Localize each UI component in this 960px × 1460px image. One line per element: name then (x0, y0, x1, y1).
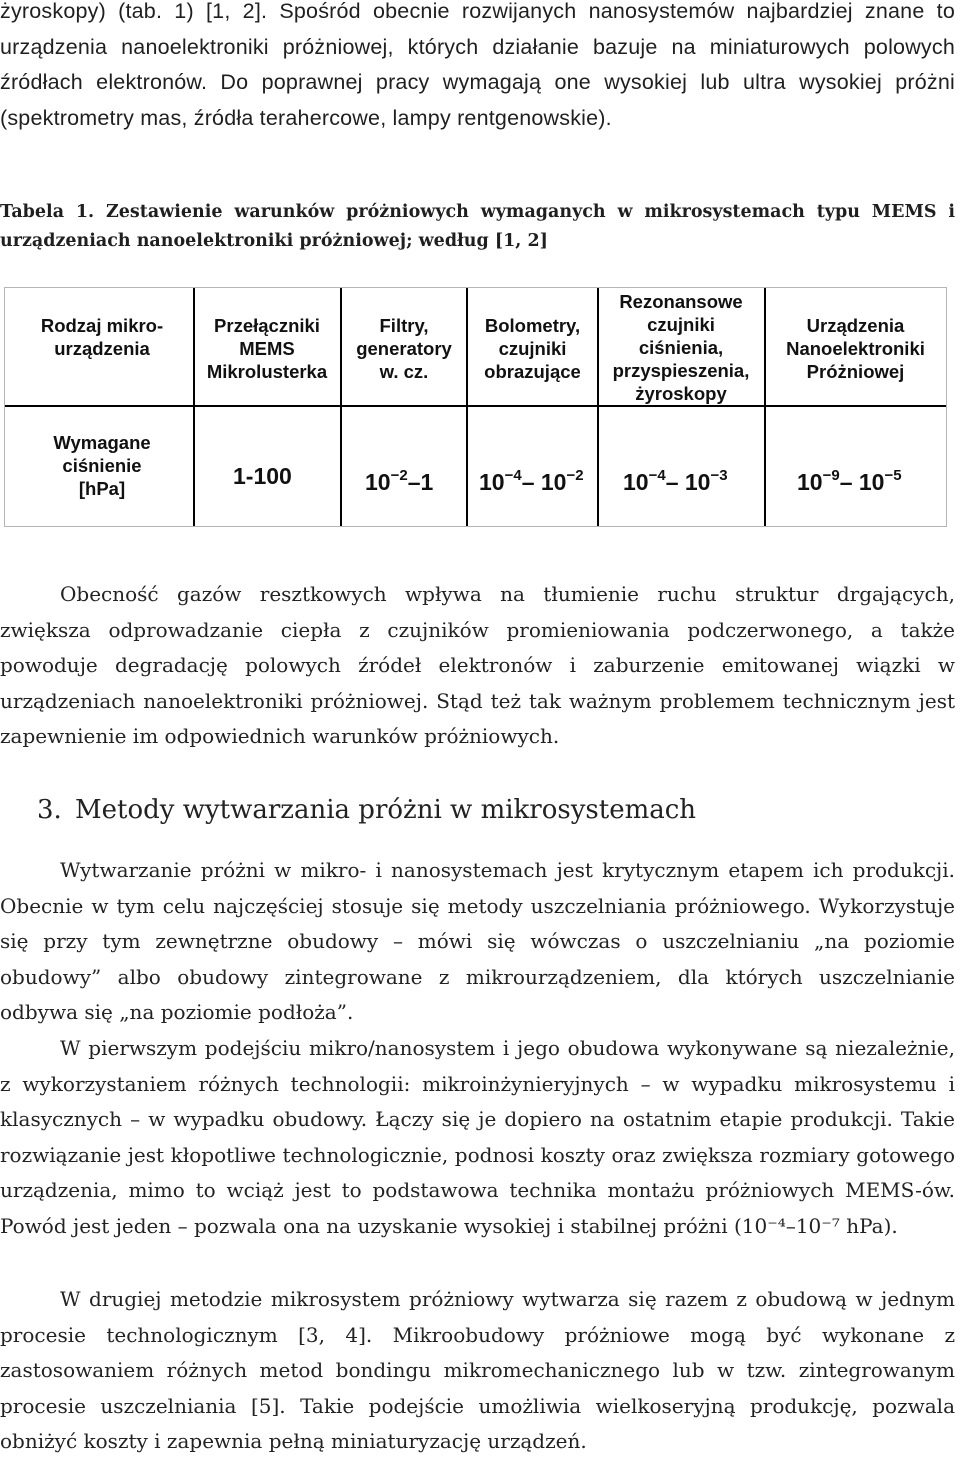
section-heading (37, 790, 696, 830)
header-line: Rezonansowe (619, 291, 743, 312)
header-line: ciśnienie (62, 455, 142, 476)
pressure-value-resonant-sensors (623, 456, 728, 502)
header-line: Przełączniki (214, 315, 320, 336)
value-separator: – (521, 469, 541, 495)
header-line: Bolometry, (484, 315, 581, 336)
header-line: Rodzaj mikro- (40, 315, 164, 336)
header-line: Filtry, (379, 315, 429, 336)
intro-paragraph: żyroskopy) (tab. 1) [1, 2]. Spośród obecnie rozwijanych nanosystemów najbardziej znane to urządzenia nanoelektroniki próżniowej, których działanie bazuje na miniaturowych polowych źródłach elektronów. Do poprawnej pracy wymagają one wysokiej lub ultra wysokiej próżni (spektrometry mas, źródła terahercowe, lampy rentgenowskie). (0, 0, 955, 130)
header-line: żyroskopy (635, 383, 727, 404)
paragraph-first-approach: W pierwszym podejściu mikro/nanosystem i jego obudowa wykonywane są niezależnie, z wykorzystaniem różnych technologii: mikroinżynieryjnych – w wypadku mikrosystemu i klasycznych – w wypadku obudowy. Łączy się je dopiero na ostatnim etapie produkcji. Takie rozwiązanie jest kłopotliwe technologicznie, podnosi koszty oraz zwiększa rozmiary gotowego urządzenia, mimo to wciąż jest to podstawowa technika montażu próżniowych MEMS-ów. Powód jest jeden – pozwala ona na uzyskanie wysokiej i stabilnej próżni (10⁻⁴–10⁻⁷ hPa). (0, 1036, 955, 1238)
row-header-type (17, 314, 187, 360)
header-line: Próżniowej (806, 361, 905, 382)
value-base: 10 (797, 469, 823, 495)
grid-divider (340, 288, 342, 526)
value-base: 10 (684, 469, 711, 495)
column-header-bolometers (470, 314, 595, 383)
header-line: [hPa] (78, 478, 126, 499)
header-line: czujniki (647, 314, 715, 335)
paragraph-second-approach: W drugiej metodzie mikrosystem próżniowy wytwarza się razem z obudową w jednym procesie technologicznym [3, 4]. Mikroobudowy próżniowe mogą być wykonane z zastosowaniem różnych metod bondingu mikromechanicznego lub w tzw. zintegrowanym procesie uszczelniania [5]. Takie podejście umożliwia wielkoseryjną produkcję, pozwala obniżyć koszty i zapewnia pełną miniaturyzację urządzeń. (0, 1287, 955, 1453)
value-exponent: −9 (822, 467, 840, 484)
header-line: w. cz. (379, 361, 429, 382)
column-header-resonant-sensors (601, 290, 761, 405)
value-separator: – (839, 469, 859, 495)
value-exponent: −4 (648, 467, 666, 484)
header-line: urządzenia (54, 338, 150, 359)
paragraph-residual-gases: Obecność gazów resztkowych wpływa na tłumienie ruchu struktur drgających, zwiększa odprowadzanie ciepła z czujników promieniowania podczerwonego, a także powoduje degradację polowych źródeł elektronów i zaburzenie emitowanej wiązki w urządzeniach nanoelektroniki próżniowej. Stąd też tak ważnym problemem technicznym jest zapewnienie im odpowiednich warunków próżniowych. (0, 582, 955, 748)
pressure-value-filters (365, 456, 433, 502)
header-line: przyspieszenia, (612, 360, 750, 381)
header-line: obrazujące (484, 361, 581, 382)
column-header-mems (197, 314, 337, 383)
grid-divider (193, 288, 195, 526)
header-line: MEMS (239, 338, 295, 359)
header-line: Mikrolusterka (206, 361, 328, 382)
pressure-value-bolometers (479, 456, 584, 502)
value-exponent: −3 (710, 467, 728, 484)
header-line: generatory (356, 338, 452, 359)
column-header-filters (344, 314, 464, 383)
value-base: 10 (540, 469, 567, 495)
value-base: 10 (365, 469, 391, 495)
row-header-pressure (17, 431, 187, 500)
value-separator: – (665, 469, 685, 495)
grid-divider (764, 288, 766, 526)
value-base: 10 (479, 469, 505, 495)
header-line: czujniki (498, 338, 567, 359)
column-header-nanoelectronics (768, 314, 943, 383)
value-exponent: −5 (884, 467, 902, 484)
value-exponent: −2 (566, 467, 584, 484)
value-exponent: −2 (390, 467, 408, 484)
grid-divider (597, 288, 599, 526)
table-figure (4, 287, 947, 527)
value-base: 1 (420, 469, 434, 495)
header-line: Wymagane (53, 432, 151, 453)
value-exponent: −4 (504, 467, 522, 484)
pressure-value-mems: 1-100 (233, 463, 292, 489)
header-line: ciśnienia, (638, 337, 724, 358)
grid-divider (466, 288, 468, 526)
value-base: 10 (623, 469, 649, 495)
header-line: Nanoelektroniki (786, 338, 925, 359)
header-line: Urządzenia (806, 315, 905, 336)
section-title: Metody wytwarzania próżni w mikrosystemach (75, 795, 697, 825)
paragraph-vacuum-production: Wytwarzanie próżni w mikro- i nanosystemach jest krytycznym etapem ich produkcji. Obecnie w tym celu najczęściej stosuje się metody uszczelniania próżniowego. Wykorzystuje się przy tym zewnętrzne obudowy – mówi się wówczas o uszczelnianiu „na poziomie obudowy” albo obudowy zintegrowane z mikrourządzeniem, dla których uszczelnianie odbywa się „na poziomie podłoża”. (0, 858, 955, 1024)
table-caption: Tabela 1. Zestawienie warunków próżniowych wymaganych w mikrosystemach typu MEMS i urządzeniach nanoelektroniki próżniowej; według [1, 2] (0, 202, 955, 251)
value-base: 10 (858, 469, 885, 495)
section-number: 3. (37, 795, 62, 825)
value-separator: – (407, 469, 421, 495)
grid-divider (5, 405, 946, 407)
pressure-value-nanoelectronics (797, 456, 902, 502)
